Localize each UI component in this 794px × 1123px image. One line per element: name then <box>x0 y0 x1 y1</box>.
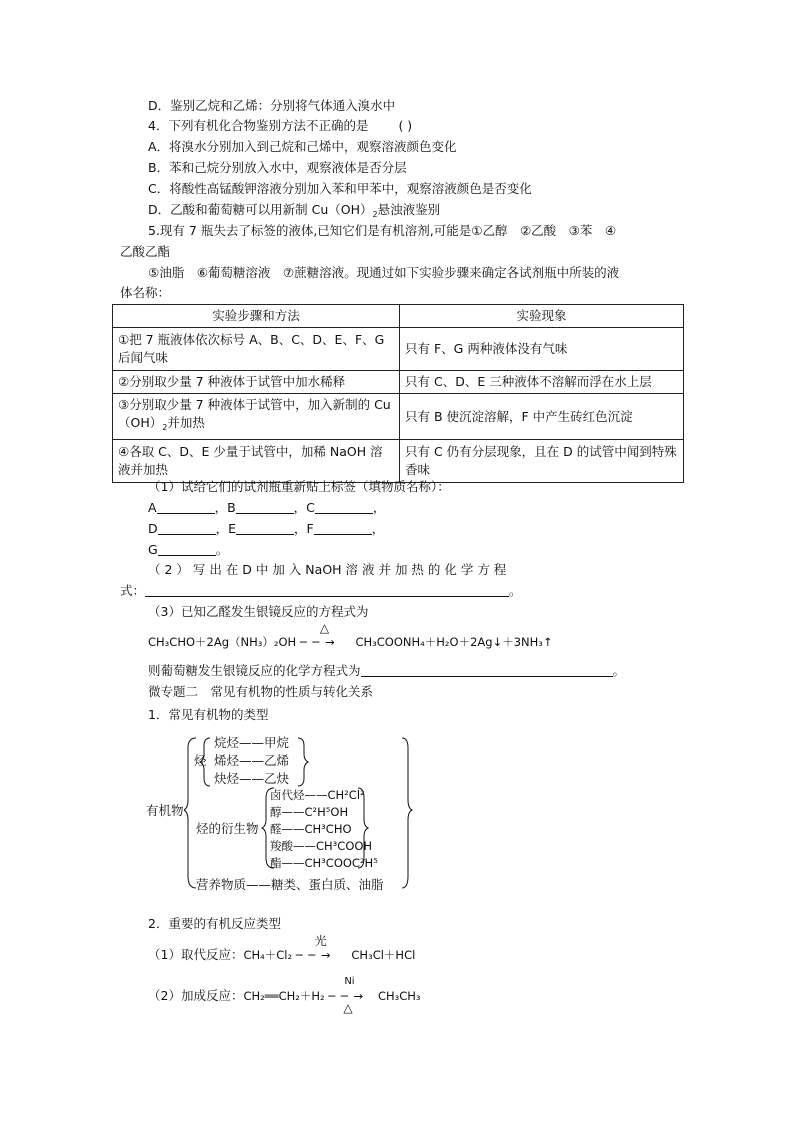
q5-sub3-question <box>148 662 625 680</box>
halide-item: 卤代烃——CH²Cl² <box>270 788 365 802</box>
q5-line-4: 体名称： <box>120 285 171 300</box>
table-row <box>113 328 684 371</box>
row3-step-tail: 并加热 <box>167 415 205 430</box>
blank-g[interactable] <box>158 541 216 556</box>
alcohol-item: 醇——C²H⁵OH <box>270 805 349 819</box>
blank-equation-d[interactable] <box>145 582 509 597</box>
q5-sub2-line-1: （ 2 ） 写 出 在 D 中 加 入 NaOH 溶 液 并 加 热 的 化 学 方 程 <box>148 562 507 577</box>
sub2-period: 。 <box>509 583 522 598</box>
r1-arrow: 光 ─ ─ → <box>295 934 332 962</box>
row4-observation: 只有 C 仍有分层现象，且在 D 的试管中闻到特殊香味 <box>400 440 684 483</box>
table-row <box>113 440 684 483</box>
header-observation: 实验现象 <box>400 305 684 328</box>
q4-option-d-subscript: 2 <box>372 210 378 219</box>
q4-option-d-tail: 悬浊液鉴别 <box>377 202 441 217</box>
table-header-row <box>113 305 684 328</box>
derivative-label: 烃的衍生物 <box>196 821 259 836</box>
sub3-question-text: 则葡萄糖发生银镜反应的化学方程式为 <box>148 663 361 678</box>
table-row <box>113 394 684 440</box>
label-c: ，C <box>293 500 315 515</box>
row3-step <box>113 394 400 440</box>
period-g: 。 <box>215 542 229 557</box>
r2-arrow: Ni ─ ─ → △ <box>328 987 374 1005</box>
q5-sub3: （3）已知乙醛发生银镜反应的方程式为 <box>148 604 369 619</box>
sub3-period: 。 <box>612 663 626 678</box>
eq-arrow: △ ─ ─ → <box>299 621 336 649</box>
label-blanks-row-1 <box>148 499 385 517</box>
row4-step: ④各取 C、D、E 少量于试管中，加稀 NaOH 溶液并加热 <box>113 440 400 483</box>
q4-stem-text: 4．下列有机化合物鉴别方法不正确的是 <box>148 118 369 133</box>
q4-answer-paren: ( ) <box>398 118 413 133</box>
header-step: 实验步骤和方法 <box>113 305 400 328</box>
row1-observation: 只有 F、G 两种液体没有气味 <box>400 328 684 371</box>
label-b: ，B <box>214 500 236 515</box>
blank-e[interactable] <box>236 520 294 535</box>
blank-f[interactable] <box>314 520 372 535</box>
row2-observation: 只有 C、D、E 三种液体不溶解而浮在水上层 <box>400 371 684 394</box>
r2-left: CH₂══CH₂＋H₂ <box>243 989 325 1003</box>
topic2-section-2: 2．重要的有机反应类型 <box>148 916 281 931</box>
silver-mirror-equation <box>148 621 553 651</box>
q3-option-d: D．鉴别乙烷和乙烯：分别将气体通入溴水中 <box>148 98 396 113</box>
alkene-item: 烯烃——乙烯 <box>214 753 290 768</box>
q4-option-d <box>148 201 440 224</box>
blank-b[interactable] <box>236 499 294 514</box>
comma-c: ， <box>372 500 386 515</box>
r2-right: CH₃CH₃ <box>377 989 421 1003</box>
blank-glucose-equation[interactable] <box>361 662 613 677</box>
row3-step-text: ③分别取少量 7 种液体于试管中，加入新制的 Cu（OH） <box>118 397 391 430</box>
blank-d[interactable] <box>158 520 216 535</box>
ester-item: 酯——CH³COOC²H⁵ <box>270 856 378 870</box>
label-f: ，F <box>294 521 314 536</box>
experiment-table <box>112 304 684 483</box>
label-g: G <box>148 542 158 557</box>
aldehyde-item: 醛——CH³CHO <box>270 822 352 836</box>
q5-sub1: （1）试给它们的试剂瓶重新贴上标签（填物质名称）： <box>148 479 450 494</box>
q5-line-2: 乙酸乙酯 <box>120 244 171 259</box>
topic2-section-1: 1．常见有机物的类型 <box>148 707 269 722</box>
r2-condition-bottom: △ <box>343 1001 353 1015</box>
alkane-item: 烷烃——甲烷 <box>214 735 290 750</box>
blank-c[interactable] <box>315 499 373 514</box>
q5-sub2-line-2 <box>120 582 522 600</box>
q5-line-1: 5.现有 7 瓶失去了标签的液体,已知它们是有机溶剂,可能是①乙醇 ②乙酸 ③苯 ④ <box>148 223 617 238</box>
label-d: D <box>148 521 158 536</box>
organic-label: 有机物 <box>146 803 184 818</box>
label-blanks-row-2 <box>148 520 384 538</box>
r1-condition: 光 <box>314 934 327 948</box>
row2-step: ②分别取少量 7 种液体于试管中加水稀释 <box>113 371 400 394</box>
sub2-label: 式： <box>120 583 146 598</box>
topic2-title: 微专题二 常见有机物的性质与转化关系 <box>148 684 374 699</box>
nutrient-item: 营养物质——糖类、蛋白质、油脂 <box>196 877 384 892</box>
r2-condition-top: Ni <box>344 976 355 987</box>
reaction-addition <box>148 976 421 1015</box>
r1-left: CH₄＋Cl₂ <box>243 948 293 962</box>
q5-line-3: ⑤油脂 ⑥葡萄糖溶液 ⑦蔗糖溶液。现通过如下实验步骤来确定各试剂瓶中所装的液 <box>148 265 620 280</box>
q4-option-d-text: D．乙酸和葡萄糖可以用新制 Cu（OH） <box>148 202 373 217</box>
q4-option-c: C．将酸性高锰酸钾溶液分别加入苯和甲苯中，观察溶液颜色是否变化 <box>148 181 532 196</box>
eq-left: CH₃CHO＋2Ag（NH₃）₂OH <box>148 635 297 649</box>
label-e: ，E <box>215 521 237 536</box>
eq-condition: △ <box>319 621 330 635</box>
comma-f: ， <box>371 521 385 536</box>
eq-right: CH₃COONH₄＋H₂O＋2Ag↓＋3NH₃↑ <box>355 635 553 649</box>
r1-right: CH₃Cl＋HCl <box>351 948 416 962</box>
r1-label: （1）取代反应： <box>148 947 244 962</box>
label-blanks-row-3 <box>148 541 228 559</box>
q4-option-b: B．苯和己烷分别放入水中，观察液体是否分层 <box>148 160 407 175</box>
row3-step-subscript: 2 <box>162 423 168 432</box>
q4-option-a: A．将溴水分别加入到己烷和己烯中，观察溶液颜色变化 <box>148 139 457 154</box>
table-row <box>113 371 684 394</box>
r2-label: （2）加成反应： <box>148 988 244 1003</box>
alkyne-item: 炔烃——乙炔 <box>214 771 290 786</box>
acid-item: 羧酸——CH³COOH <box>270 839 373 853</box>
row3-observation: 只有 B 使沉淀溶解，F 中产生砖红色沉淀 <box>400 394 684 440</box>
q4-stem <box>148 117 412 135</box>
row1-step: ①把 7 瓶液体依次标号 A、B、C、D、E、F、G 后闻气味 <box>113 328 400 371</box>
label-a: A <box>148 500 157 515</box>
blank-a[interactable] <box>157 499 215 514</box>
reaction-substitution <box>148 934 416 964</box>
hydrocarbon-label: 烃 <box>194 753 207 768</box>
